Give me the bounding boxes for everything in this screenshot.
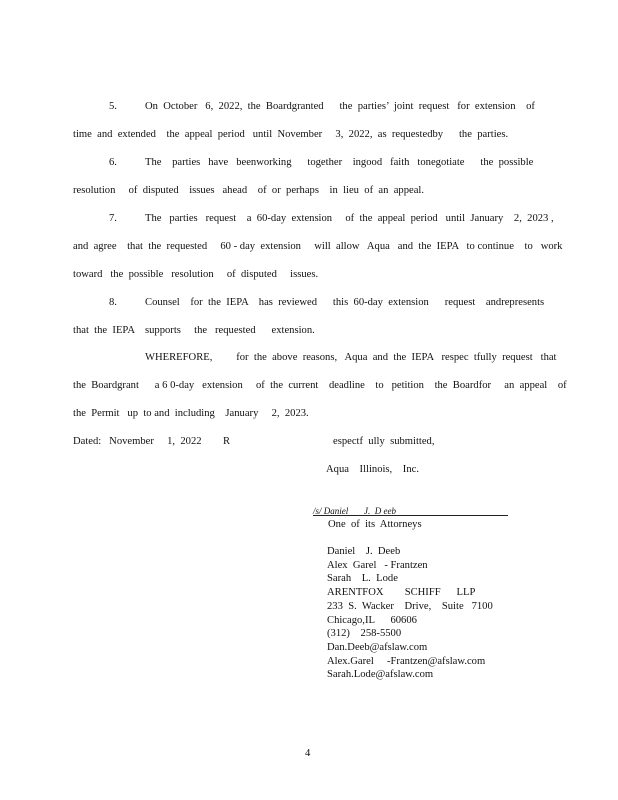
paragraph-line: resolution of disputed issues ahead of or perhaps in lieu of an appeal. (73, 185, 424, 196)
paragraph-line: the Permit up to and including January 2, 2023. (73, 408, 309, 419)
signature: /s/ Daniel J. D eeb (313, 506, 396, 516)
paragraph-line: that the IEPA supports the requested extension. (73, 325, 315, 336)
paragraph-line: Counsel for the IEPA has reviewed this 60-day extension request andrepresents (145, 297, 545, 308)
paragraph-line: The parties have beenworking together ingood faith tonegotiate the possible (145, 157, 534, 168)
contact-line: Daniel J. Deeb (327, 546, 401, 557)
contact-line: Sarah.Lode@afslaw.com (327, 669, 434, 681)
paragraph-line: On October 6, 2022, the Boardgranted the parties’ joint request for extension of (145, 101, 535, 112)
contact-line: 233 S. Wacker Drive, Suite 7100 (327, 600, 493, 612)
paragraph-line: the Boardgrant a 6 0-day extension of the current deadline to petition the Boardfor an appeal of (73, 380, 567, 391)
contact-line: Chicago,IL 60606 (327, 614, 417, 626)
paragraph-line: toward the possible resolution of disputed issues. (73, 269, 319, 280)
one-of-attorneys: One of its Attorneys (328, 519, 422, 530)
paragraph-number: 7. (109, 213, 117, 224)
signature-line (313, 515, 508, 516)
contact-line: (312) 258-5500 (327, 628, 402, 640)
paragraph-number: 8. (109, 297, 117, 308)
contact-line: Sarah L. Lode (327, 573, 398, 585)
paragraph-line: WHEREFORE, for the above reasons, Aqua and the IEPA respec tfully request that (145, 352, 557, 363)
company-name: Aqua Illinois, Inc. (326, 464, 419, 475)
paragraph-line: The parties request a 60-day extension of the appeal period until January 2, 2023 , (145, 213, 554, 224)
contact-line: Dan.Deeb@afslaw.com (327, 641, 428, 653)
contact-line: ARENTFOX SCHIFF LLP (327, 587, 476, 599)
respectfully-submitted: espectf ully submitted, (333, 436, 435, 447)
page-number: 4 (305, 748, 311, 759)
paragraph-number: 5. (109, 101, 117, 112)
contact-line: Alex.Garel -Frantzen@afslaw.com (327, 655, 486, 667)
dated-line: Dated: November 1, 2022 (73, 436, 202, 447)
paragraph-number: 6. (109, 157, 117, 168)
respectfully-initial: R (223, 436, 231, 447)
paragraph-line: time and extended the appeal period until November 3, 2022, as requestedby the parties. (73, 129, 509, 140)
attorney-contact-block (327, 545, 493, 682)
contact-line: Alex Garel - Frantzen (327, 559, 428, 571)
paragraph-line: and agree that the requested 60 - day extension will allow Aqua and the IEPA to continue to work (73, 241, 563, 252)
